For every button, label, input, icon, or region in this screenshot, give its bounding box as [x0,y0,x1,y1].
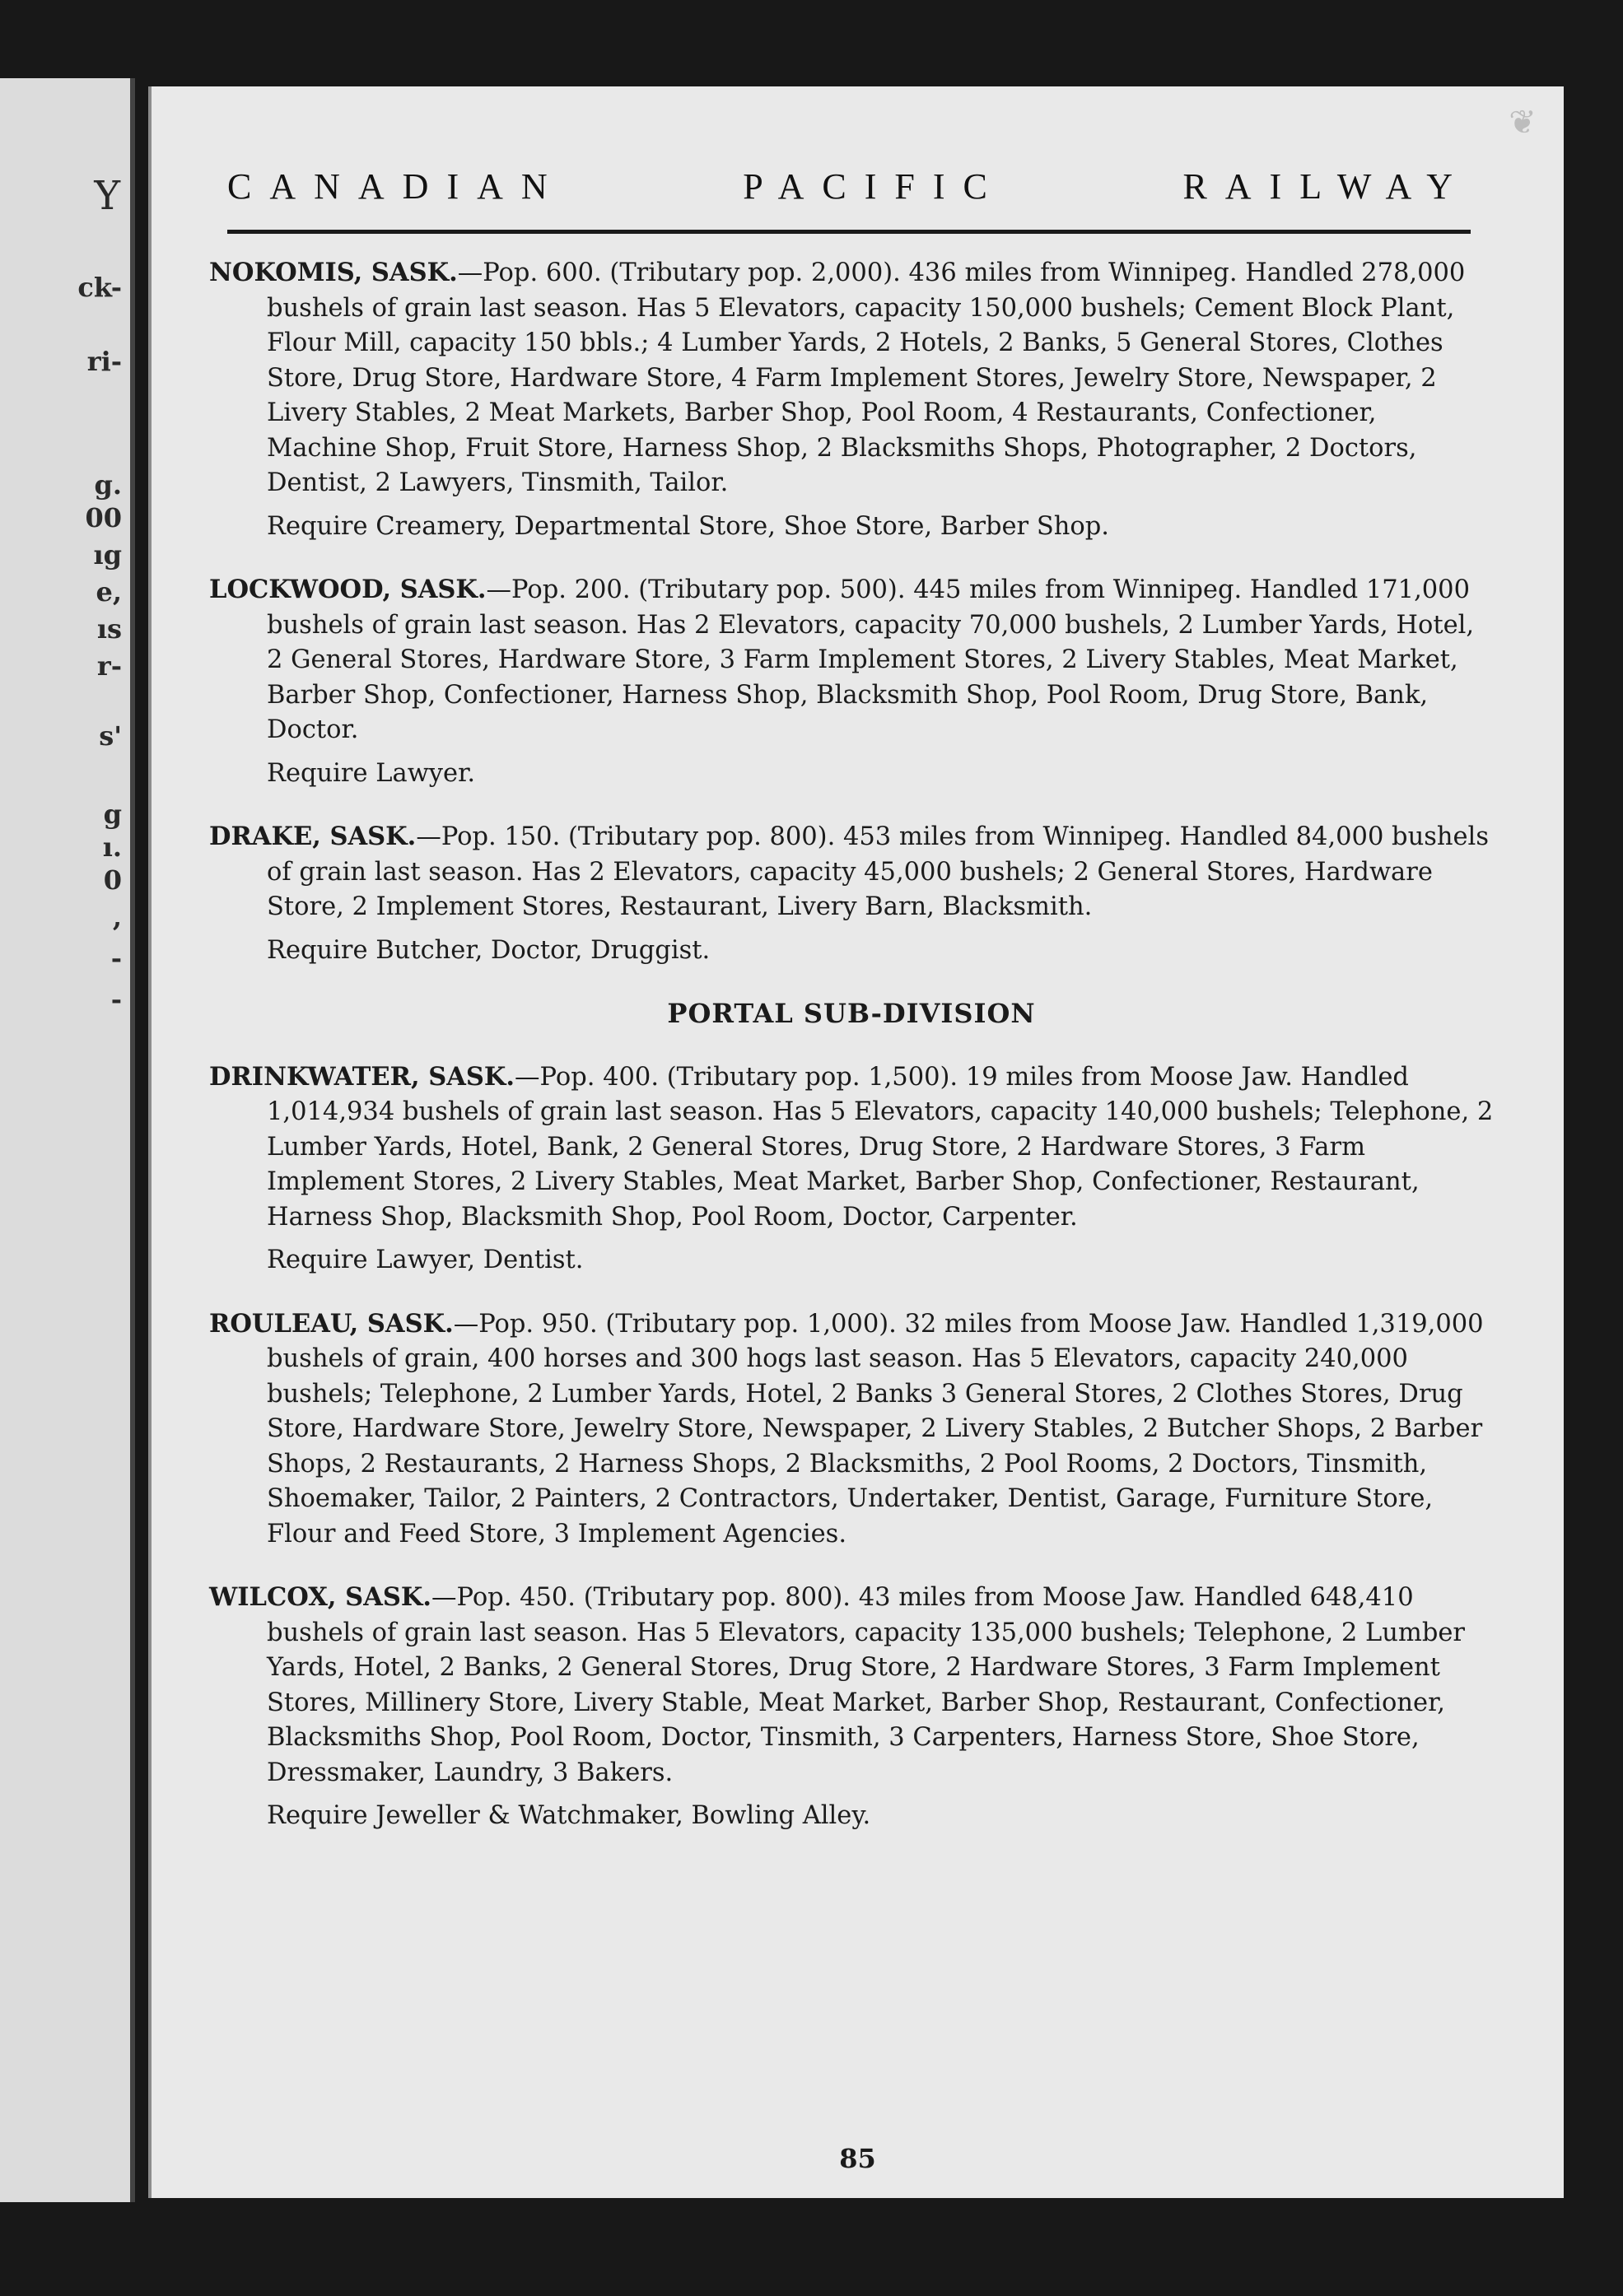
entry-paragraph [209,572,1494,748]
page-number: 85 [839,2143,876,2174]
entry-require: Require Butcher, Doctor, Druggist. [267,935,711,965]
facing-page-fragment: ri- [86,346,122,377]
entry-paragraph [209,1580,1494,1791]
place-name: WILCOX, SASK. [209,1582,432,1612]
place-name: LOCKWOOD, SASK. [209,575,487,604]
header-word: PACIFIC [743,166,1005,207]
page-content [209,255,1494,1862]
place-name: ROULEAU, SASK. [209,1308,454,1339]
facing-page-edge [0,78,135,2202]
book-page [148,86,1564,2198]
entry-body: —Pop. 600. (Tributary pop. 2,000). 436 miles from Winnipeg. Handled 278,000 bushels of grain last season. Has 5 Elevators, capacity 150,000 bushels; Cement Block Plant, Flour Mill, capacity 150 bbls.; 4 Lumber Yards, 2 Hotels, 2 Banks, 5 General Stores, Clothes Store, Drug Store, Hardware Store, 4 Farm Implement Stores, Jewelry Store, Newspaper, 2 Livery Stables, 2 Meat Markets, Barber Shop, Pool Room, 4 Restaurants, Confectioner, Machine Shop, Fruit Store, Harness Shop, 2 Blacksmiths Shops, Photographer, 2 Doctors, Dentist, 2 Lawyers, Tinsmith, Tailor. [267,258,1466,497]
running-header [227,165,1471,207]
facing-page-fragment: Y [94,173,122,219]
header-word: RAILWAY [1182,166,1471,207]
town-entry [209,255,1494,544]
entry-body: —Pop. 200. (Tributary pop. 500). 445 miles from Winnipeg. Handled 171,000 bushels of grain last season. Has 2 Elevators, capacity 70,000 bushels, 2 Lumber Yards, Hotel, 2 General Stores, Hardware Store, 3 Farm Implement Stores, 2 Livery Stables, Meat Market, Barber Shop, Confectioner, Harness Shop, Blacksmith Shop, Pool Room, Drug Store, Bank, Doctor. [267,575,1475,744]
facing-page-fragment: e, [96,576,122,608]
entry-body: —Pop. 950. (Tributary pop. 1,000). 32 miles from Moose Jaw. Handled 1,319,000 bushels of grain, 400 horses and 300 hogs last season. Has 5 Elevators, capacity 240,000 bushels; Telephone, 2 Lumber Yards, Hotel, 2 Banks 3 General Stores, 2 Clothes Stores, Drug Store, Hardware Store, Jewelry Store, Newspaper, 2 Livery Stables, 2 Butcher Shops, 2 Barber Shops, 2 Restaurants, 2 Harness Shops, 2 Blacksmiths, 2 Pool Rooms, 2 Doctors, Tinsmith, Shoemaker, Tailor, 2 Painters, 2 Contractors, Undertaker, Dentist, Garage, Furniture Store, Flour and Feed Store, 3 Implement Agencies. [267,1309,1484,1549]
facing-page-fragment: r- [96,650,122,682]
entry-require: Require Lawyer, Dentist. [267,1246,584,1274]
facing-page-fragment: - [110,984,122,1015]
entry-body: —Pop. 400. (Tributary pop. 1,500). 19 miles from Moose Jaw. Handled 1,014,934 bushels of grain last season. Has 5 Elevators, capacity 140,000 bushels; Telephone, 2 Lumber Yards, Hotel, Bank, 2 General Stores, Drug Store, 2 Hardware Stores, 3 Farm Implement Stores, 2 Livery Stables, Meat Market, Barber Shop, Confectioner, Restaurant, Harness Shop, Blacksmith Shop, Pool Room, Doctor, Carpenter. [267,1062,1494,1232]
place-name: NOKOMIS, SASK. [209,258,458,287]
town-entry [209,819,1494,968]
entry-paragraph [209,1060,1494,1236]
town-entry [209,1060,1494,1278]
entry-paragraph [209,819,1494,925]
corner-blot-icon: ❦ [1509,104,1537,142]
entry-require: Require Jeweller & Watchmaker, Bowling Alley. [267,1801,871,1830]
town-entry [209,1580,1494,1834]
facing-page-fragment: ıg [93,539,122,571]
facing-page-fragment: 0 [103,864,122,896]
facing-page-fragment: ck- [77,272,122,303]
header-word: CANADIAN [227,166,566,207]
facing-page-fragment: ı. [102,831,122,863]
town-entry [209,572,1494,791]
place-name: DRAKE, SASK. [209,822,417,851]
facing-page-fragment: s' [99,720,122,752]
entry-body: —Pop. 150. (Tributary pop. 800). 453 miles from Winnipeg. Handled 84,000 bushels of grain last season. Has 2 Elevators, capacity 45,000 bushels; 2 General Stores, Hardware Store, 2 Implement Stores, Restaurant, Livery Barn, Blacksmith. [267,822,1489,921]
facing-page-fragment: g [103,799,122,830]
entry-require: Require Creamery, Departmental Store, Shoe Store, Barber Shop. [267,511,1109,541]
entry-paragraph [209,1306,1494,1553]
entry-require: Require Lawyer. [267,758,476,788]
header-rule [227,230,1471,234]
facing-page-fragment: - [110,943,122,974]
facing-page-fragment: , [112,901,122,933]
place-name: DRINKWATER, SASK. [209,1061,515,1092]
facing-page-fragment: ıs [96,613,122,645]
facing-page-fragment: 00 [85,502,122,533]
entry-body: —Pop. 450. (Tributary pop. 800). 43 miles from Moose Jaw. Handled 648,410 bushels of grain last season. Has 5 Elevators, capacity 135,000 bushels; Telephone, 2 Lumber Yards, Hotel, 2 Banks, 2 General Stores, Drug Store, 2 Hardware Stores, 3 Farm Implement Stores, Millinery Store, Livery Stable, Meat Market, Barber Shop, Restaurant, Confectioner, Blacksmiths Shop, Pool Room, Doctor, Tinsmith, 3 Carpenters, Harness Store, Shoe Store, Dressmaker, Laundry, 3 Bakers. [267,1583,1465,1787]
town-entry [209,1306,1494,1553]
subdivision-heading: PORTAL SUB-DIVISION [667,998,1036,1029]
entry-paragraph [209,255,1494,501]
facing-page-fragment: g. [94,469,122,501]
